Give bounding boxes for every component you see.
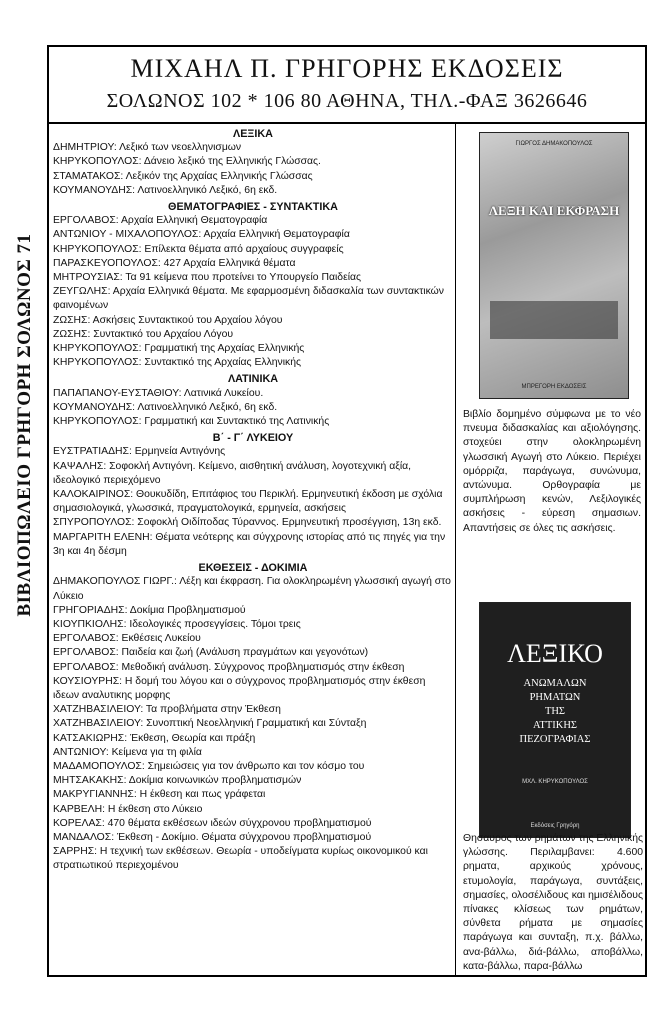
book-entry: ΚΟΥΜΑΝΟΥΔΗΣ: Λατινοελληνικό Λεξικό, 6η εκδ. bbox=[53, 184, 278, 196]
page-frame bbox=[47, 45, 647, 977]
book2-title: ΛΕΞΙΚΟ bbox=[507, 639, 603, 668]
book-entry: ΚΗΡΥΚΟΠΟΥΛΟΣ: Γραμματική και Συντακτικό της Λατινικής bbox=[53, 416, 330, 428]
book-entry: ΜΑΚΡΥΓΙΑΝΝΗΣ: Η έκθεση και πως γράφεται bbox=[53, 789, 266, 801]
book-entry: ΓΡΗΓΟΡΙΑΔΗΣ: Δοκίμια Προβληματισμού bbox=[53, 604, 246, 616]
section-title: ΕΚΘΕΣΕΙΣ - ΔΟΚΙΜΙΑ bbox=[198, 562, 308, 575]
book-entry: ΑΝΤΩΝΙΟΥ: Κείμενα για τη φιλία bbox=[53, 746, 202, 758]
book-entry: ΚΑΡΒΕΛΗ: Η έκθεση στο Λύκειο bbox=[53, 803, 203, 815]
book-entry: ΑΝΤΩΝΙΟΥ - ΜΙΧΑΛΟΠΟΥΛΟΣ: Αρχαία Ελληνική Θεματογραφία bbox=[53, 229, 350, 241]
book-entry: ΚΟΡΕΛΑΣ: 470 θέματα εκθέσεων ιδεών σύγχρονου προβληματισμού bbox=[53, 817, 372, 829]
book1-description: Βιβλίο δομημένο σύμφωνα με το νέο πνευμα διδασκαλίας και αξιολόγησης. στοχεύει στην ολοκληρωμένη γλωσσική Αγωγή στο Λύκειο. Περιέχει ομόρριζα, παράγωγα, συνώνυμα, αντώνυμα. Ορθογραφία με συμπλήρωση κενών, Λεξιλογικές ασκήσεις - εύρεση σημασιων. Απαντήσεις σε όλες τις ασκήσεις. bbox=[463, 409, 641, 534]
book-entry: ΖΩΣΗΣ: Ασκήσεις Συντακτικού του Αρχαίου λόγου bbox=[53, 314, 283, 326]
side-banner bbox=[10, 200, 40, 650]
book-entry: ΚΑΨΑΛΗΣ: Σοφοκλή Αντιγόνη. Κείμενο, αισθητική ανάλυση, λογοτεχνική αξία, ιδεολογικό περιεχόμενο bbox=[53, 460, 412, 486]
book2-description: Θησαυρος των ρημάτων της Ελληνικής γλώσσης. Περιλαμβανει: 4.600 ρηματα, αρχικούς χρόνους, ετυμολογία, παράγωγα, συντάξεις, σημασίες, ολοσέλιδους και ημισέλιδους πίνακες κλίσεως των ρημάτων, σύνθετα ρήματα με σημασίες παράγωγα και συνταξη, π.χ. βάλλω, ανα-βάλλω, διά-βάλλω, αποβάλλω, κατα-βάλλω, παρα-βάλλω bbox=[463, 833, 643, 972]
book1-title: ΛΕΞΗ ΚΑΙ ΕΚΦΡΑΣΗ bbox=[488, 203, 620, 218]
book-cover-lexiko bbox=[479, 602, 631, 838]
book1-author: ΓΙΩΡΓΟΣ ΔΗΜΑΚΟΠΟΥΛΟΣ bbox=[515, 141, 593, 147]
book-entry: ΚΑΤΣΑΚΙΩΡΗΣ: Έκθεση, Θεωρία και πράξη bbox=[53, 732, 256, 744]
book-entry: ΚΗΡΥΚΟΠΟΥΛΟΣ: Δάνειο λεξικό της Ελληνικής Γλώσσας. bbox=[53, 156, 321, 168]
book1-publisher: ΜΠΡΕΓΟΡΗ ΕΚΔΟΣΕΙΣ bbox=[521, 384, 587, 390]
book-entry: ΠΑΠΑΠΑΝΟΥ-ΕΥΣΤΑΘΙΟΥ: Λατινικά Λυκείου. bbox=[53, 387, 264, 399]
book-entry: ΕΡΓΟΛΑΒΟΣ: Εκθέσεις Λυκείου bbox=[53, 633, 201, 645]
book-entry: ΖΩΣΗΣ: Συντακτικό του Αρχαίου Λόγου bbox=[53, 328, 234, 340]
book-entry: ΔΗΜΗΤΡΙΟΥ: Λεξικό των νεοελληνισμων bbox=[53, 142, 242, 154]
book-entry: ΜΑΔΑΜΟΠΟΥΛΟΣ: Σημειώσεις για τον άνθρωπο και τον κόσμο του bbox=[53, 760, 365, 772]
section-title: ΛΑΤΙΝΙΚΑ bbox=[227, 373, 279, 386]
side-banner-text: ΒΙΒΛΙΟΠΩΛΕΙΟ ΓΡΗΓΟΡΗ ΣΟΛΩΝΟΣ 71 bbox=[14, 233, 35, 617]
book-list bbox=[53, 125, 453, 975]
book-entry: ΣΑΡΡΗΣ: Η τεχνική των εκθέσεων. Θεωρία - υποδείγματα κυρίως οικονομικού και στρατιωτικού περιεχομένου bbox=[53, 846, 428, 872]
book-entry: ΜΗΤΡΟΥΣΙΑΣ: Τα 91 κείμενα που προτείνει το Υπουργείο Παιδείας bbox=[53, 272, 362, 284]
book-entry: ΜΑΡΓΑΡΙΤΗ ΕΛΕΝΗ: Θέματα νεότερης και σύγχρονης ιστορίας από τις πηγές για την 3η και 4η δέσμη bbox=[53, 531, 446, 557]
book-entry: ΧΑΤΖΗΒΑΣΙΛΕΙΟΥ: Τα προβλήματα στην Έκθεση bbox=[53, 704, 281, 716]
section-title: ΘΕΜΑΤΟΓΡΑΦΙΕΣ - ΣΥΝΤΑΚΤΙΚΑ bbox=[168, 201, 338, 214]
book-cover-lexi-kai-ekfrasi bbox=[479, 132, 629, 399]
book-entry: ΚΟΥΣΙΟΥΡΗΣ: Η δομή του λόγου και ο σύγχρονος προβληματισμός στην έκθεση ιδεων αναλυτικης μορφης bbox=[53, 675, 426, 701]
book-entry: ΜΗΤΣΑΚΑΚΗΣ: Δοκίμια κοινωνικών προβληματισμών bbox=[53, 775, 302, 787]
section-title: Β΄ - Γ΄ ΛΥΚΕΙΟΥ bbox=[212, 432, 294, 445]
book-entry: ΔΗΜΑΚΟΠΟΥΛΟΣ ΓΙΩΡΓ.: Λέξη και έκφραση. Για ολοκληρωμένη γλωσσική αγωγή στο Λύκειο bbox=[53, 576, 451, 602]
book-entry: ΚΗΡΥΚΟΠΟΥΛΟΣ: Επίλεκτα θέματα από αρχαίους συγγραφείς bbox=[53, 243, 344, 255]
book-entry: ΚΗΡΥΚΟΠΟΥΛΟΣ: Συντακτικό της Αρχαίας Ελληνικής bbox=[53, 357, 302, 369]
book-entry: ΣΤΑΜΑΤΑΚΟΣ: Λεξικόν της Αρχαίας Ελληνικής Γλώσσας bbox=[53, 170, 313, 182]
book1-cover-band bbox=[490, 301, 618, 339]
book2-author: ΜΧΛ. ΚΗΡΥΚΟΠΟΥΛΟΣ bbox=[522, 779, 588, 785]
book-entry: ΖΕΥΓΩΛΗΣ: Αρχαία Ελληνικά θέματα. Με εφαρμοσμένη διδασκαλία των συντακτικών φαινομένων bbox=[53, 286, 444, 312]
book-entry: ΜΑΝΔΑΛΟΣ: Έκθεση - Δοκίμιο. Θέματα σύγχρονου προβληματισμού bbox=[53, 831, 372, 843]
book2-subtitle: ΑΝΩΜΑΛΩΝ ΡΗΜΑΤΩΝ ΤΗΣ ΑΤΤΙΚΗΣ ΠΕΖΟΓΡΑΦΙΑΣ bbox=[519, 678, 591, 745]
book-entry: ΕΡΓΟΛΑΒΟΣ: Αρχαία Ελληνική Θεματογραφία bbox=[53, 215, 268, 227]
book-entry: ΣΠΥΡΟΠΟΥΛΟΣ: Σοφοκλή Οιδίποδας Τύραννος. Ερμηνευτική προσέγγιση, 13η εκδ. bbox=[53, 517, 442, 529]
book-entry: ΠΑΡΑΣΚΕΥΟΠΟΥΛΟΣ: 427 Αρχαία Ελληνικά θέματα bbox=[53, 257, 296, 269]
book-entry: ΚΟΥΜΑΝΟΥΔΗΣ: Λατινοελληνικό Λεξικό, 6η εκδ. bbox=[53, 401, 278, 413]
book-entry: ΕΡΓΟΛΑΒΟΣ: Μεθοδική ανάλυση. Σύγχρονος προβληματισμός στην έκθεση bbox=[53, 661, 405, 673]
publisher-address: ΣΟΛΩΝΟΣ 102 * 106 80 ΑΘΗΝΑ, ΤΗΛ.-ΦΑΞ 3626646 bbox=[106, 90, 588, 112]
book-entry: ΕΡΓΟΛΑΒΟΣ: Παιδεία και ζωή (Ανάλυση πραγμάτων και γεγονότων) bbox=[53, 647, 369, 659]
book2-publisher: Εκδόσεις Γρηγόρη bbox=[530, 823, 580, 829]
featured-books bbox=[457, 122, 645, 975]
book-entry: ΚΑΛΟΚΑΙΡΙΝΟΣ: Θουκυδίδη, Επιτάφιος του Περικλή. Ερμηνευτική έκδοση με σχόλια σημασιολογικά, γλωσσικά, πραγματολογικά, ερμηνεία, ασκήσεις bbox=[53, 489, 443, 515]
book-entry: ΚΗΡΥΚΟΠΟΥΛΟΣ: Γραμματική της Αρχαίας Ελληνικής bbox=[53, 343, 305, 355]
book-entry: ΚΙΟΥΠΚΙΟΛΗΣ: Ιδεολογικές προσεγγίσεις. Τόμοι τρεις bbox=[53, 618, 301, 630]
book-entry: ΧΑΤΖΗΒΑΣΙΛΕΙΟΥ: Συνοπτική Νεοελληνική Γραμματική και Σύνταξη bbox=[53, 718, 367, 730]
book-entry: ΕΥΣΤΡΑΤΙΑΔΗΣ: Ερμηνεία Αντιγόνης bbox=[53, 446, 226, 458]
section-title: ΛΕΞΙΚΑ bbox=[233, 128, 273, 140]
column-divider bbox=[455, 122, 456, 975]
header bbox=[49, 47, 645, 124]
publisher-title: ΜΙΧΑΗΛ Π. ΓΡΗΓΟΡΗΣ ΕΚΔΟΣΕΙΣ bbox=[130, 54, 564, 83]
